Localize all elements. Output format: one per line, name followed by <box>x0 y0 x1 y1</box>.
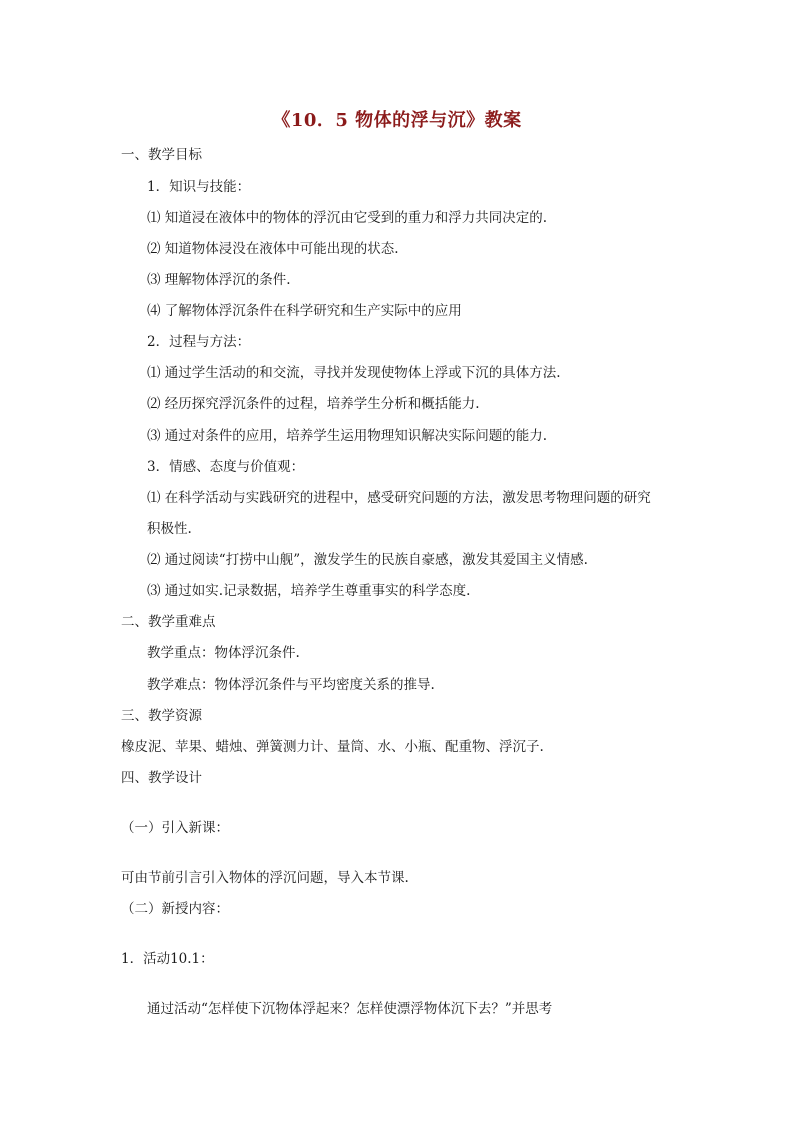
subsection-knowledge-skills: 1．知识与技能： <box>147 179 251 195</box>
design-step-new-content: （二）新授内容： <box>121 901 229 917</box>
section-heading-resources: 三、教学资源 <box>121 708 202 724</box>
goal-item: ⑵ 通过阅读“打捞中山舰”，激发学生的民族自豪感，激发其爱国主义情感. <box>147 552 588 568</box>
goal-item: ⑴ 在科学活动与实践研究的进程中，感受研究问题的方法，激发思考物理问题的研究 <box>147 490 651 506</box>
goal-item: ⑵ 知道物体浸没在液体中可能出现的状态. <box>147 241 399 257</box>
design-step-intro: （一）引入新课： <box>121 820 229 836</box>
goal-item: ⑶ 理解物体浮沉的条件. <box>147 272 291 288</box>
goal-item: ⑵ 经历探究浮沉条件的过程，培养学生分析和概括能力. <box>147 396 480 412</box>
goal-item: ⑶ 通过对条件的应用，培养学生运用物理知识解决实际问题的能力. <box>147 428 548 444</box>
activity-heading: 1．活动10.1： <box>121 951 214 967</box>
goal-item: ⑷ 了解物体浮沉条件在科学研究和生产实际中的应用 <box>147 303 462 319</box>
activity-paragraph: 通过活动“怎样使下沉物体浮起来？怎样使漂浮物体沉下去？”并思考 <box>147 1001 553 1017</box>
section-heading-goals: 一、教学目标 <box>121 147 202 163</box>
goal-item: ⑴ 通过学生活动的和交流，寻找并发现使物体上浮或下沉的具体方法. <box>147 365 561 381</box>
goal-item: ⑴ 知道浸在液体中的物体的浮沉由它受到的重力和浮力共同决定的. <box>147 210 548 226</box>
subsection-process-method: 2．过程与方法： <box>147 334 251 350</box>
section-heading-key-points: 二、教学重难点 <box>121 614 216 630</box>
design-paragraph: 可由节前引言引入物体的浮沉问题，导入本节课. <box>121 870 409 886</box>
document-title: 《10．5 物体的浮与沉》教案 <box>272 110 522 131</box>
goal-item: ⑶ 通过如实.记录数据，培养学生尊重事实的科学态度. <box>147 583 471 599</box>
resources-list: 橡皮泥、苹果、蜡烛、弹簧测力计、量筒、水、小瓶、配重物、浮沉子. <box>121 739 544 755</box>
difficult-point: 教学难点：物体浮沉条件与平均密度关系的推导. <box>147 677 435 693</box>
goal-item-continued: 积极性. <box>147 521 192 537</box>
subsection-attitude-values: 3．情感、态度与价值观： <box>147 459 305 475</box>
key-point: 教学重点：物体浮沉条件. <box>147 645 300 661</box>
section-heading-design: 四、教学设计 <box>121 770 202 786</box>
